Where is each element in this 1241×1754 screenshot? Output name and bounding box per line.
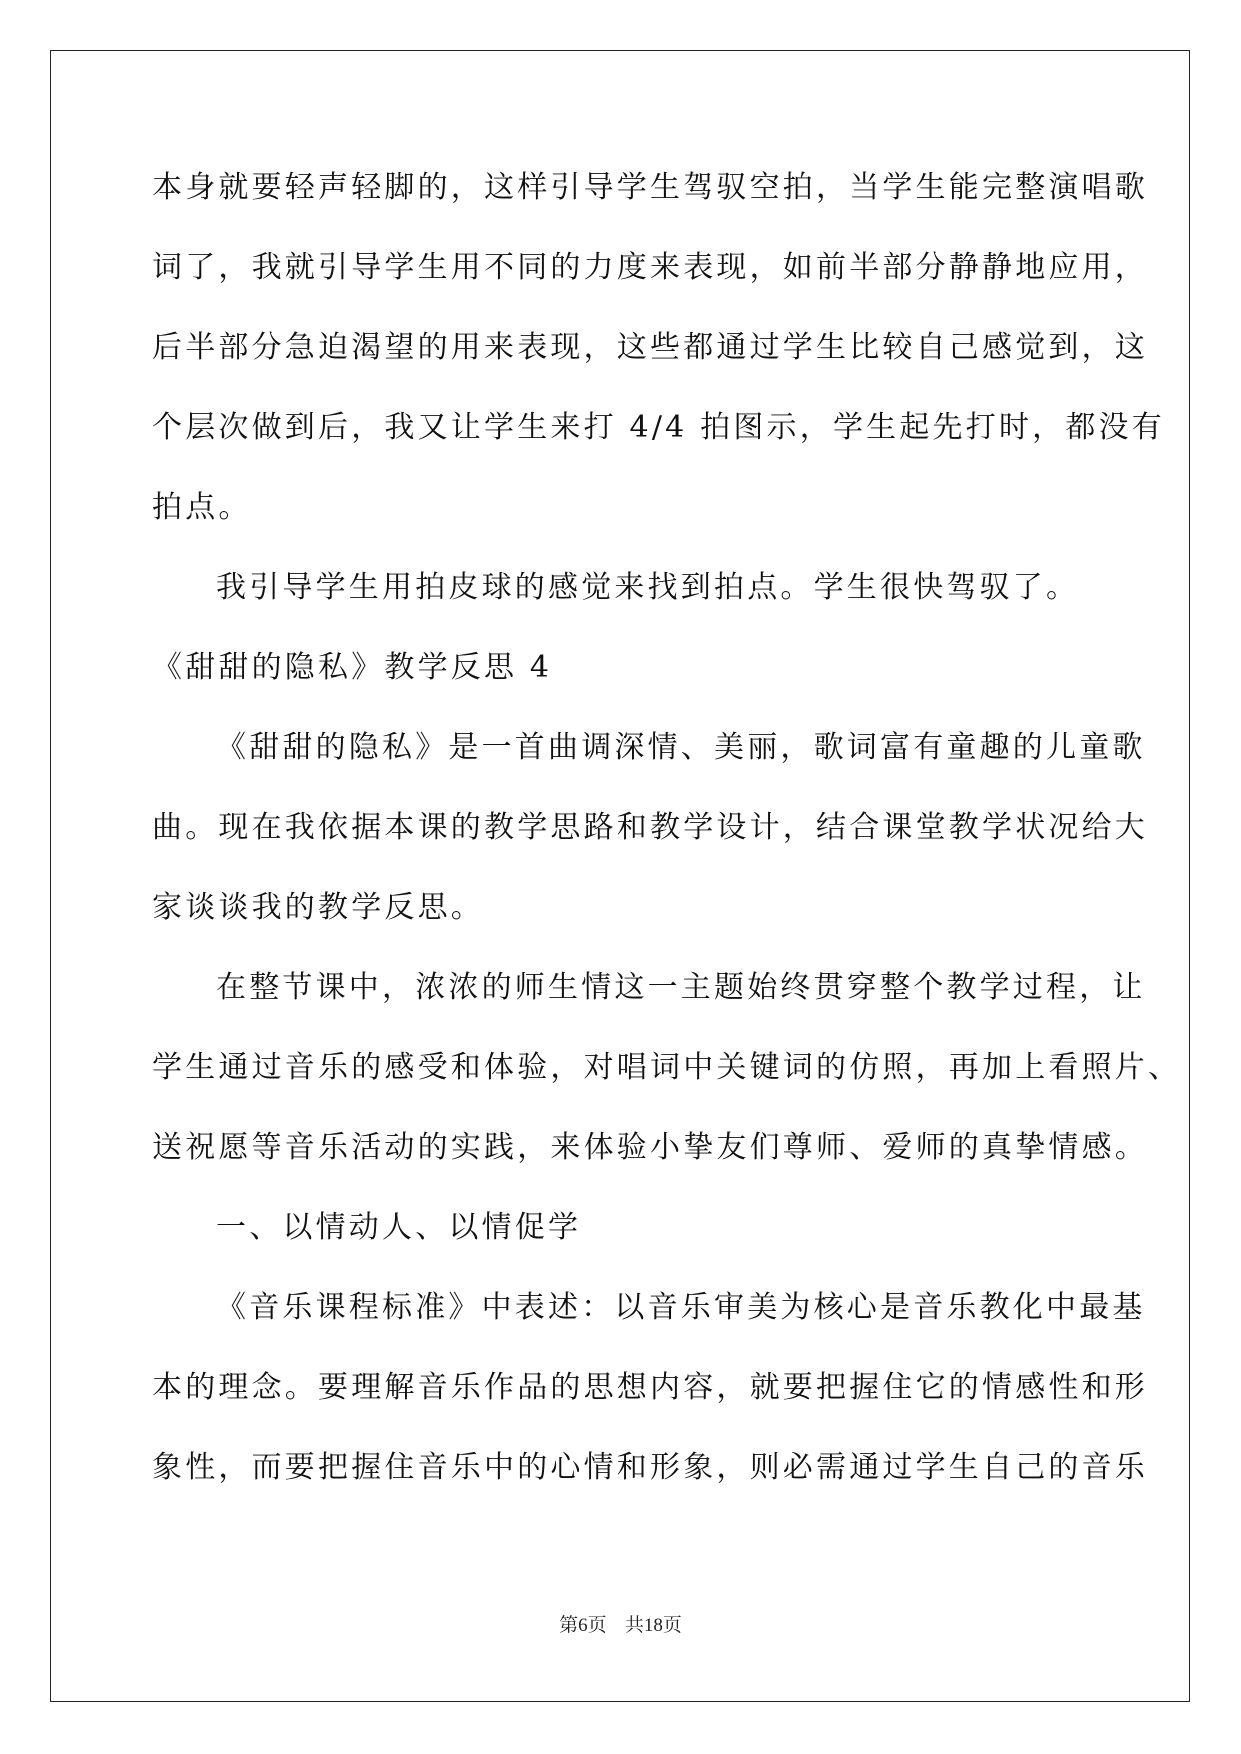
page-prefix: 第 — [559, 1614, 579, 1636]
text-line: 个层次做到后，我又让学生来打 4/4 拍图示，学生起先打时，都没有 — [152, 410, 1165, 445]
text-line: 象性，而要把握住音乐中的心情和形象，则必需通过学生自己的音乐 — [152, 1450, 1148, 1485]
text-line: 拍点。 — [152, 490, 252, 525]
text-line: 我引导学生用拍皮球的感觉来找到拍点。学生很快驾驭了。 — [216, 570, 1080, 605]
section-heading: 《甜甜的隐私》教学反思 4 — [152, 650, 553, 685]
total-pages: 18 — [643, 1615, 663, 1636]
document-body — [152, 168, 1182, 1528]
total-prefix: 共 — [624, 1614, 644, 1636]
text-line: 本的理念。要理解音乐作品的思想内容，就要把握住它的情感性和形 — [152, 1370, 1148, 1405]
subheading: 一、以情动人、以情促学 — [216, 1210, 582, 1245]
page-number: 6 — [578, 1615, 588, 1636]
text-line: 在整节课中，浓浓的师生情这一主题始终贯穿整个教学过程，让 — [216, 970, 1146, 1005]
text-line: 曲。现在我依据本课的教学思路和教学设计，结合课堂教学状况给大 — [152, 810, 1148, 845]
text-line: 《甜甜的隐私》是一首曲调深情、美丽，歌词富有童趣的儿童歌 — [216, 730, 1146, 765]
total-suffix: 页 — [662, 1614, 682, 1636]
text-line: 《音乐课程标准》中表述：以音乐审美为核心是音乐教化中最基 — [216, 1290, 1146, 1325]
text-line: 词了，我就引导学生用不同的力度来表现，如前半部分静静地应用， — [152, 250, 1148, 285]
text-line: 本身就要轻声轻脚的，这样引导学生驾驭空拍，当学生能完整演唱歌 — [152, 170, 1148, 205]
text-line: 后半部分急迫渴望的用来表现，这些都通过学生比较自己感觉到，这 — [152, 330, 1148, 365]
text-line: 送祝愿等音乐活动的实践，来体验小挚友们尊师、爱师的真挚情感。 — [152, 1130, 1148, 1165]
page-suffix: 页 — [587, 1614, 607, 1636]
text-line: 家谈谈我的教学反思。 — [152, 890, 484, 925]
text-line: 学生通过音乐的感受和体验，对唱词中关键词的仿照，再加上看照片、 — [152, 1050, 1182, 1085]
page-footer — [0, 1610, 1241, 1637]
